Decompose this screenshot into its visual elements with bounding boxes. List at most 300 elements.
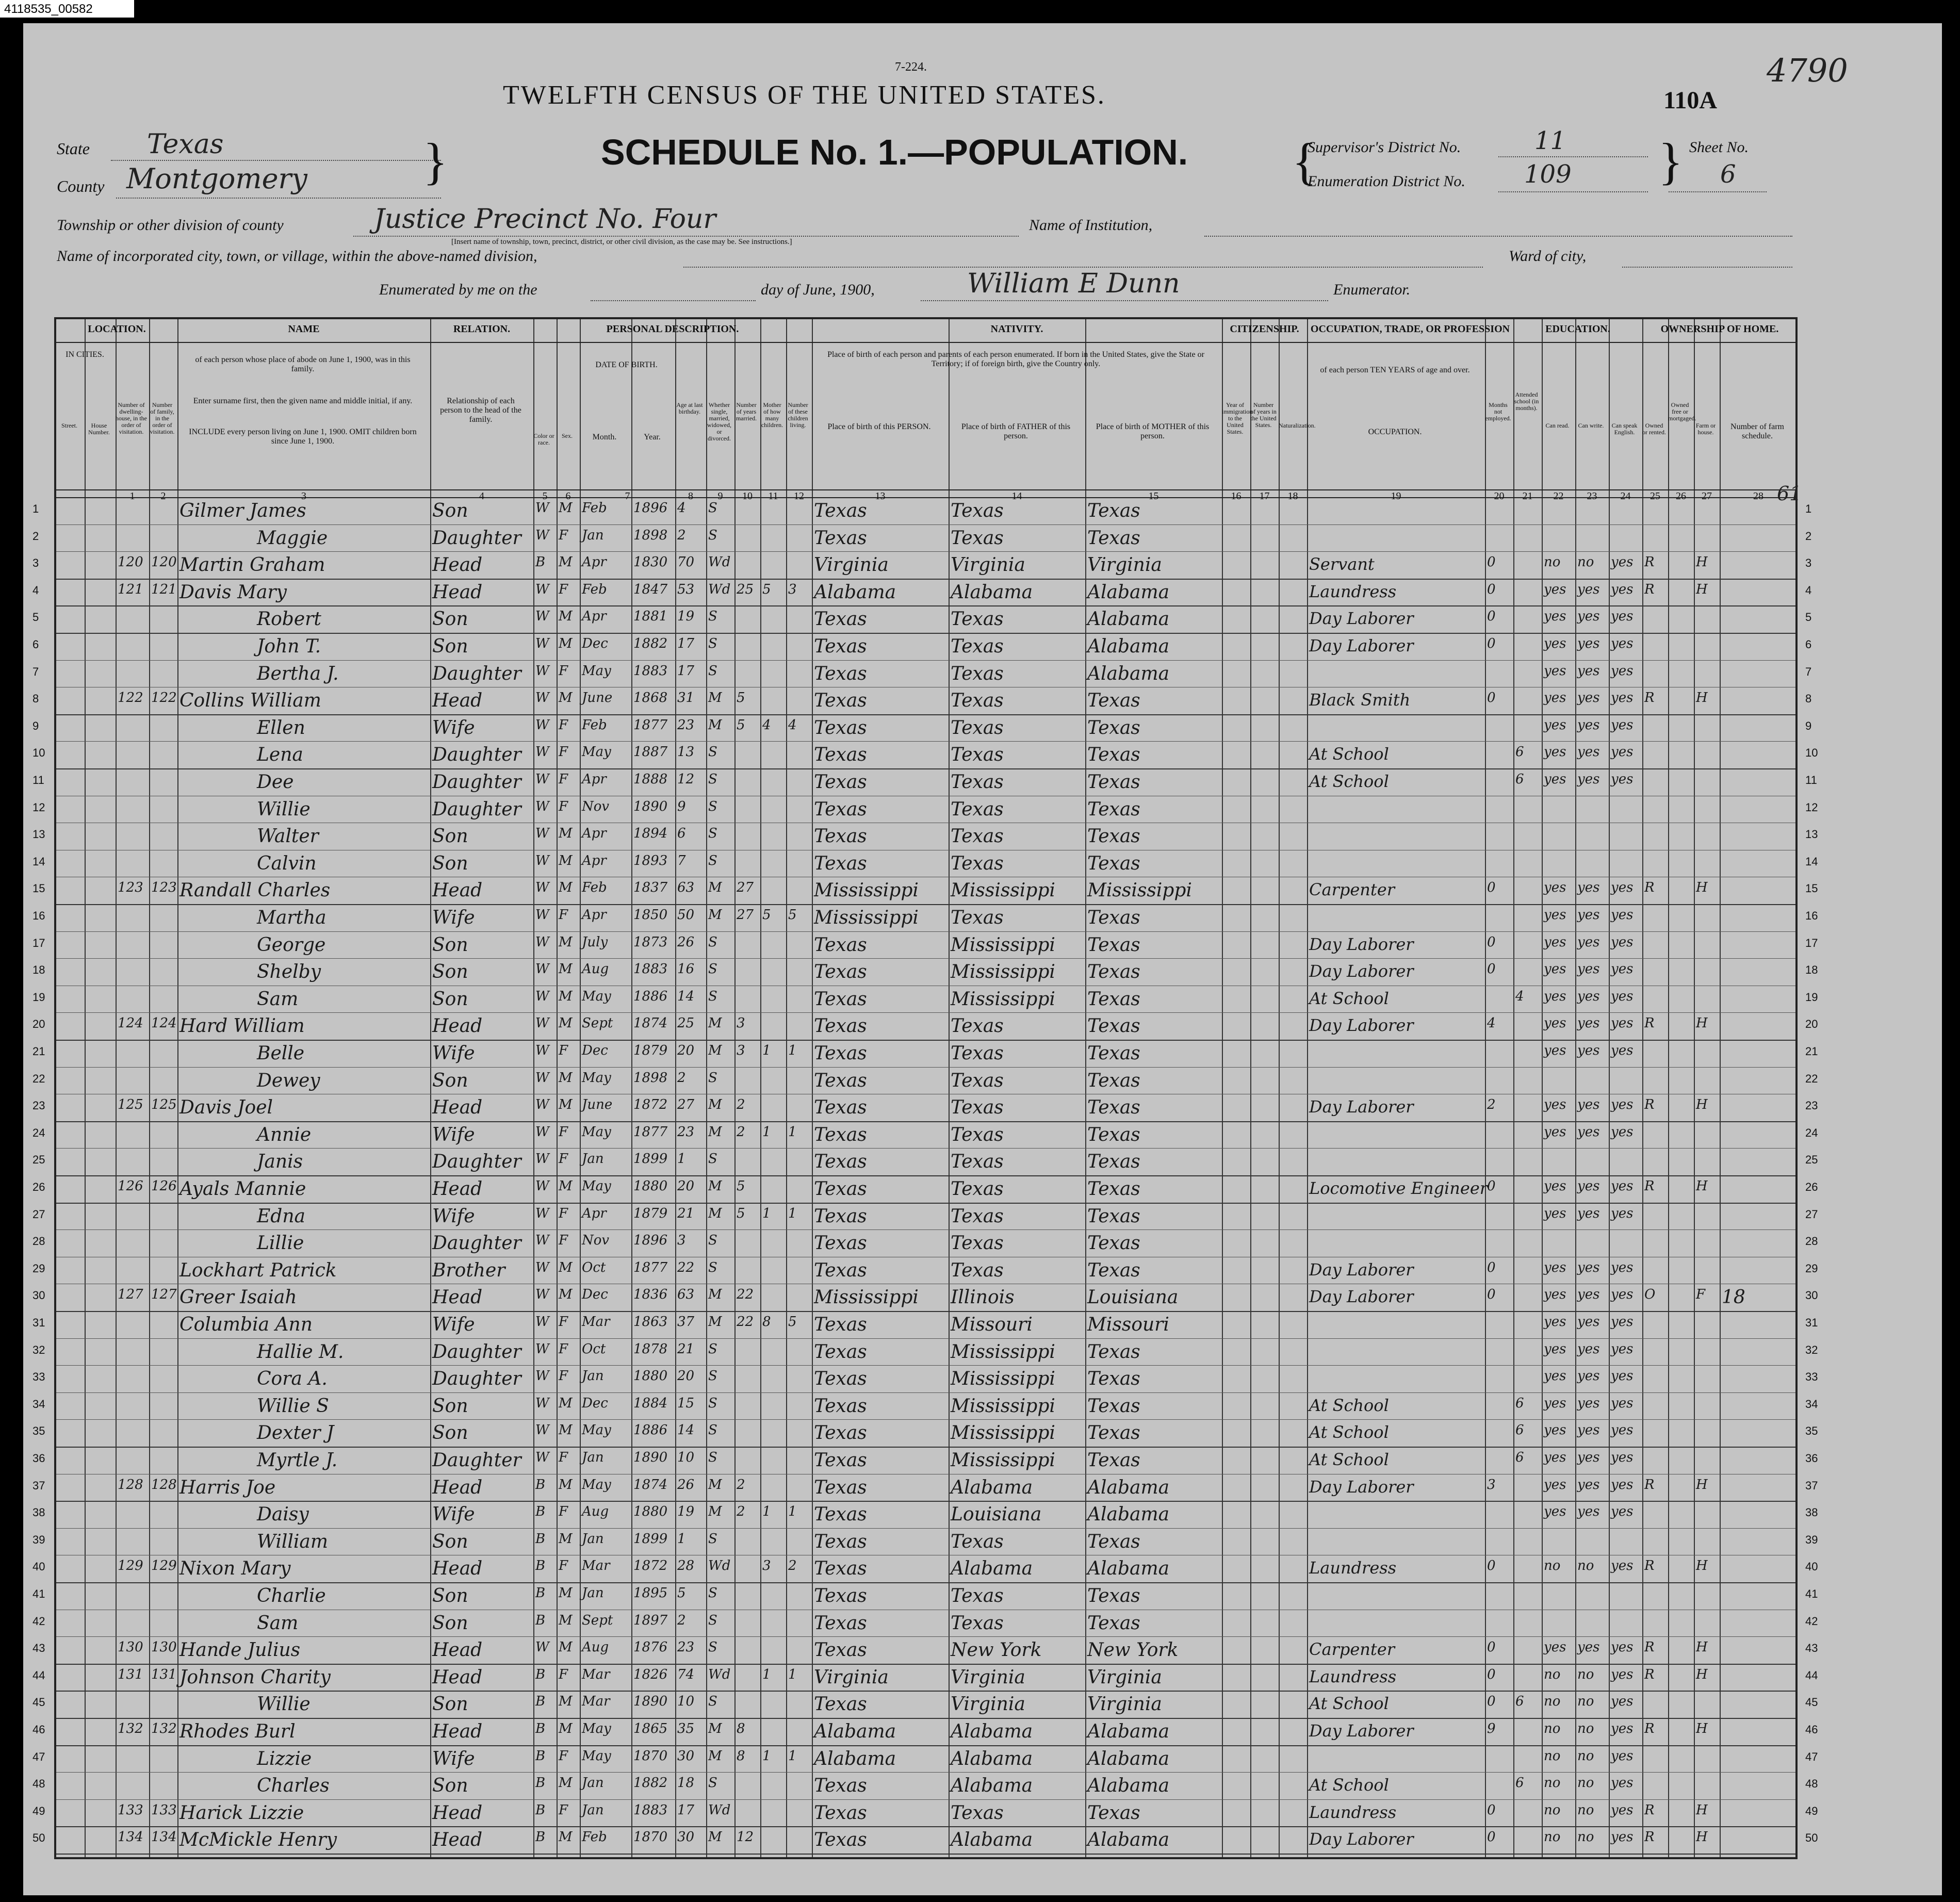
cell-bp: Alabama xyxy=(814,1721,896,1742)
cell-bp: Texas xyxy=(814,1802,867,1824)
column-number: 4 xyxy=(479,490,484,502)
cell-name: Harick Lizzie xyxy=(179,1802,304,1824)
cell-rd: no xyxy=(1544,1748,1561,1764)
cell-farm: H xyxy=(1696,1802,1708,1818)
cell-rel: Wife xyxy=(432,1314,475,1335)
cell-occ: Day Laborer xyxy=(1309,1097,1414,1117)
population-table xyxy=(54,317,1798,1859)
cell-occ: Day Laborer xyxy=(1309,636,1414,655)
row-number-left: 49 xyxy=(32,1804,45,1817)
cell-yr: 1896 xyxy=(633,1233,668,1249)
row-number-right: 23 xyxy=(1805,1099,1818,1112)
cell-en: yes xyxy=(1611,1341,1634,1357)
cell-en: yes xyxy=(1611,1124,1634,1140)
cell-wr: yes xyxy=(1577,636,1600,651)
row-number-left: 46 xyxy=(32,1723,45,1736)
cell-occ: Day Laborer xyxy=(1309,934,1414,954)
cell-rel: Son xyxy=(432,1612,468,1634)
cell-sch: 6 xyxy=(1515,1450,1524,1465)
cell-bp: Mississippi xyxy=(814,907,919,928)
cell-color: W xyxy=(535,1368,549,1384)
table-row xyxy=(56,1528,1795,1555)
cell-rd: yes xyxy=(1544,636,1566,651)
cell-color: W xyxy=(535,1233,549,1249)
section-label: OWNERSHIP OF HOME. xyxy=(1660,323,1779,335)
cell-occ: Day Laborer xyxy=(1309,961,1414,981)
cell-bm: Texas xyxy=(1087,961,1140,983)
cell-bf: Mississippi xyxy=(951,1368,1055,1390)
row-number-right: 29 xyxy=(1805,1261,1818,1275)
row-number-right: 43 xyxy=(1805,1642,1818,1655)
cell-occ: At School xyxy=(1309,1422,1389,1442)
cell-sex: F xyxy=(559,798,568,814)
cell-mon: Jan xyxy=(582,1775,604,1791)
cell-bp: Texas xyxy=(814,1205,867,1227)
column-number: 24 xyxy=(1620,490,1631,502)
table-row xyxy=(56,1148,1795,1175)
column-header-dwelling: Number of dwelling-house, in the order of visitation. xyxy=(116,401,147,435)
cell-sex: F xyxy=(559,1802,568,1818)
cell-name: Sam xyxy=(257,988,299,1010)
cell-own: R xyxy=(1644,1802,1655,1818)
cell-yr: 1882 xyxy=(633,1775,668,1791)
cell-ms: S xyxy=(708,961,717,977)
cell-bp: Texas xyxy=(814,1612,867,1634)
table-row xyxy=(56,497,1795,524)
cell-wr: yes xyxy=(1577,961,1600,977)
cell-ym: 8 xyxy=(737,1748,745,1764)
cell-age: 19 xyxy=(677,609,695,625)
cell-sex: M xyxy=(559,636,573,651)
cell-mon: Mar xyxy=(582,1558,610,1574)
column-header-color: Color or race. xyxy=(533,432,554,446)
row-number-right: 12 xyxy=(1805,800,1818,814)
cell-age: 17 xyxy=(677,636,695,651)
cell-color: W xyxy=(535,744,549,760)
cell-bp: Texas xyxy=(814,1395,867,1417)
cell-fam: 122 xyxy=(151,690,177,706)
table-row xyxy=(56,1040,1795,1067)
cell-bm: Texas xyxy=(1087,1531,1140,1552)
column-header-birth-person: Place of birth of this PERSON. xyxy=(827,422,931,431)
cell-sex: F xyxy=(559,1558,568,1574)
cell-une: 0 xyxy=(1487,690,1496,706)
cell-ms: S xyxy=(708,1395,717,1411)
cell-mon: Apr xyxy=(582,609,607,625)
cell-age: 63 xyxy=(677,880,695,896)
cell-wr: yes xyxy=(1577,1504,1600,1520)
cell-ms: M xyxy=(708,717,722,733)
cell-mo: 5 xyxy=(762,581,771,597)
table-row xyxy=(56,958,1795,986)
table-row xyxy=(56,741,1795,768)
cell-cl: 4 xyxy=(788,717,797,733)
cell-mo: 8 xyxy=(762,1314,771,1330)
cell-name: Cora A. xyxy=(257,1368,328,1390)
cell-wr: no xyxy=(1577,1802,1594,1818)
cell-rd: yes xyxy=(1544,690,1566,706)
row-number-left: 1 xyxy=(32,502,39,515)
cell-mon: Feb xyxy=(582,880,607,896)
column-number: 7 xyxy=(625,490,630,502)
cell-bm: Texas xyxy=(1087,988,1140,1010)
cell-rel: Daughter xyxy=(432,1341,521,1363)
cell-rd: yes xyxy=(1544,1205,1566,1221)
cell-mon: Mar xyxy=(582,1314,610,1330)
cell-farm: H xyxy=(1696,1829,1708,1845)
cell-bm: Texas xyxy=(1087,1178,1140,1200)
row-number-left: 39 xyxy=(32,1533,45,1546)
cell-bm: Texas xyxy=(1087,1151,1140,1173)
table-row xyxy=(56,1799,1795,1827)
cell-rd: yes xyxy=(1544,907,1566,923)
row-number-left: 9 xyxy=(32,719,39,732)
cell-bm: New York xyxy=(1087,1639,1179,1661)
cell-ym: 25 xyxy=(737,581,754,597)
row-number-left: 13 xyxy=(32,828,45,841)
cell-ms: M xyxy=(708,907,722,923)
cell-wr: yes xyxy=(1577,1450,1600,1465)
cell-name: Willie xyxy=(257,798,311,820)
cell-sex: F xyxy=(559,907,568,923)
cell-color: B xyxy=(535,1775,546,1791)
cell-fam: 129 xyxy=(151,1558,177,1574)
column-header-in-cities: IN CITIES. xyxy=(66,350,104,359)
cell-bp: Texas xyxy=(814,1151,867,1173)
cell-name: Dewey xyxy=(257,1070,320,1091)
cell-mon: Jan xyxy=(582,1368,604,1384)
cell-ms: S xyxy=(708,1531,717,1547)
table-row xyxy=(56,1474,1795,1501)
column-number: 10 xyxy=(742,490,753,502)
column-number: 28 xyxy=(1753,490,1763,502)
cell-sched: 18 xyxy=(1722,1287,1745,1308)
cell-own: R xyxy=(1644,1097,1655,1113)
cell-fam: 134 xyxy=(151,1829,177,1845)
cell-bm: Texas xyxy=(1087,1422,1140,1444)
cell-yr: 1893 xyxy=(633,852,668,868)
cell-name: Edna xyxy=(257,1205,305,1227)
cell-bp: Texas xyxy=(814,988,867,1010)
cell-ms: S xyxy=(708,663,717,679)
cell-ym: 5 xyxy=(737,690,745,706)
cell-en: yes xyxy=(1611,1205,1634,1221)
cell-age: 16 xyxy=(677,961,695,977)
cell-dw: 134 xyxy=(118,1829,143,1845)
cell-bf: New York xyxy=(951,1639,1042,1661)
cell-dw: 123 xyxy=(118,880,143,896)
row-number-right: 27 xyxy=(1805,1207,1818,1221)
section-divider xyxy=(56,342,1795,343)
column-header-attended-school: Attended school (in months). xyxy=(1514,391,1539,412)
cell-color: W xyxy=(535,852,549,868)
cell-en: yes xyxy=(1611,717,1634,733)
cell-ms: S xyxy=(708,798,717,814)
cell-bf: Texas xyxy=(951,1015,1004,1037)
table-row xyxy=(56,877,1795,904)
cell-sch: 6 xyxy=(1515,772,1524,787)
cell-sex: M xyxy=(559,1070,573,1086)
cell-une: 0 xyxy=(1487,1694,1496,1710)
cell-yr: 1863 xyxy=(633,1314,668,1330)
cell-wr: yes xyxy=(1577,1395,1600,1411)
cell-dw: 128 xyxy=(118,1477,143,1493)
cell-age: 26 xyxy=(677,1477,695,1493)
cell-wr: yes xyxy=(1577,1259,1600,1275)
cell-yr: 1874 xyxy=(633,1477,668,1493)
cell-color: B xyxy=(535,1504,546,1520)
cell-mon: Feb xyxy=(582,500,607,516)
row-number-left: 25 xyxy=(32,1153,45,1167)
cell-wr: yes xyxy=(1577,1368,1600,1384)
row-number-left: 3 xyxy=(32,556,39,570)
cell-farm: F xyxy=(1696,1287,1706,1303)
cell-rel: Head xyxy=(432,690,483,712)
cell-bf: Mississippi xyxy=(951,1422,1055,1444)
cell-mon: Aug xyxy=(582,1504,609,1520)
row-number-right: 21 xyxy=(1805,1045,1818,1058)
cell-mo: 1 xyxy=(762,1748,771,1764)
cell-yr: 1890 xyxy=(633,798,668,814)
cell-bm: Virginia xyxy=(1087,1694,1162,1715)
cell-en: yes xyxy=(1611,690,1634,706)
row-number-right: 20 xyxy=(1805,1018,1818,1031)
cell-ym: 22 xyxy=(737,1314,754,1330)
cell-own: R xyxy=(1644,554,1655,570)
cell-sex: F xyxy=(559,1205,568,1221)
cell-yr: 1888 xyxy=(633,772,668,787)
column-header-owned-rented: Owned or rented. xyxy=(1642,422,1666,436)
table-row xyxy=(56,1311,1795,1338)
cell-sex: M xyxy=(559,1178,573,1194)
row-number-left: 4 xyxy=(32,583,39,597)
column-header-marital: Whether single, married, widowed, or divorced. xyxy=(707,401,731,442)
column-number: 26 xyxy=(1676,490,1686,502)
cell-bp: Texas xyxy=(814,690,867,712)
cell-bm: Alabama xyxy=(1087,1504,1170,1526)
column-header-name-desc: of each person whose place of abode on June 1, 1900, was in this family. xyxy=(195,355,411,373)
cell-bf: Texas xyxy=(951,1612,1004,1634)
cell-en: yes xyxy=(1611,988,1634,1004)
cell-age: 23 xyxy=(677,1639,695,1655)
cell-rel: Head xyxy=(432,1178,483,1200)
row-number-right: 48 xyxy=(1805,1777,1818,1791)
cell-bf: Texas xyxy=(951,798,1004,820)
cell-color: W xyxy=(535,1341,549,1357)
column-header-year: Year. xyxy=(644,433,661,441)
cell-mon: Feb xyxy=(582,1829,607,1845)
cell-ms: S xyxy=(708,1775,717,1791)
cell-une: 0 xyxy=(1487,1666,1496,1682)
cell-rel: Daughter xyxy=(432,663,521,684)
cell-sex: F xyxy=(559,717,568,733)
row-number-right: 26 xyxy=(1805,1180,1818,1193)
cell-yr: 1876 xyxy=(633,1639,668,1655)
cell-name: Hande Julius xyxy=(179,1639,301,1661)
column-header-relation-desc: Relationship of each person to the head of the family. xyxy=(440,397,521,424)
cell-bf: Texas xyxy=(951,1259,1004,1281)
cell-bp: Texas xyxy=(814,636,867,657)
cell-yr: 1870 xyxy=(633,1829,668,1845)
cell-en: yes xyxy=(1611,1666,1634,1682)
cell-ms: S xyxy=(708,826,717,842)
cell-rel: Daughter xyxy=(432,798,521,820)
cell-en: yes xyxy=(1611,1450,1634,1465)
cell-une: 0 xyxy=(1487,636,1496,651)
cell-wr: yes xyxy=(1577,1341,1600,1357)
row-number-left: 37 xyxy=(32,1479,45,1492)
row-number-right: 9 xyxy=(1805,719,1812,732)
census-sheet xyxy=(23,23,1942,1895)
cell-yr: 1880 xyxy=(633,1504,668,1520)
cell-bp: Texas xyxy=(814,1259,867,1281)
cell-rel: Son xyxy=(432,1395,468,1417)
cell-rel: Son xyxy=(432,1070,468,1091)
cell-bf: Alabama xyxy=(951,1748,1033,1769)
cell-bm: Texas xyxy=(1087,1585,1140,1606)
cell-name: William xyxy=(257,1531,329,1552)
cell-sex: M xyxy=(559,1287,573,1303)
row-number-left: 7 xyxy=(32,665,39,678)
cell-mon: Aug xyxy=(582,1639,609,1655)
cell-bp: Texas xyxy=(814,852,867,874)
row-number-left: 32 xyxy=(32,1343,45,1356)
cell-bp: Texas xyxy=(814,527,867,549)
cell-ms: Wd xyxy=(708,581,731,597)
cell-dw: 121 xyxy=(118,581,143,597)
cell-mon: June xyxy=(582,690,613,706)
cell-age: 7 xyxy=(677,852,686,868)
cell-wr: yes xyxy=(1577,772,1600,787)
brace-left: { xyxy=(1292,133,1317,190)
cell-rel: Daughter xyxy=(432,772,521,793)
cell-en: yes xyxy=(1611,554,1634,570)
cell-sex: M xyxy=(559,961,573,977)
cell-color: W xyxy=(535,1259,549,1275)
cell-mon: Mar xyxy=(582,1666,610,1682)
cell-yr: 1890 xyxy=(633,1694,668,1710)
cell-color: W xyxy=(535,1015,549,1031)
cell-name: Johnson Charity xyxy=(179,1666,331,1688)
cell-bm: Alabama xyxy=(1087,581,1170,603)
table-row xyxy=(56,1772,1795,1799)
table-row xyxy=(56,823,1795,850)
cell-color: W xyxy=(535,1639,549,1655)
cell-mon: May xyxy=(582,663,611,679)
cell-rel: Son xyxy=(432,1775,468,1797)
cell-rd: yes xyxy=(1544,880,1566,896)
table-row xyxy=(56,1094,1795,1121)
cell-en: yes xyxy=(1611,1639,1634,1655)
cell-dw: 127 xyxy=(118,1287,143,1303)
cell-ms: M xyxy=(708,880,722,896)
cell-name: Greer Isaiah xyxy=(179,1287,297,1308)
cell-color: B xyxy=(535,1721,546,1736)
cell-sex: F xyxy=(559,1341,568,1357)
cell-age: 22 xyxy=(677,1259,695,1275)
cell-age: 9 xyxy=(677,798,686,814)
cell-own: O xyxy=(1644,1287,1656,1303)
row-number-right: 6 xyxy=(1805,638,1812,651)
cell-age: 30 xyxy=(677,1748,695,1764)
cell-occ: Day Laborer xyxy=(1309,1721,1414,1741)
row-number-right: 5 xyxy=(1805,611,1812,624)
cell-en: yes xyxy=(1611,1259,1634,1275)
cell-ms: Wd xyxy=(708,1558,731,1574)
cell-bf: Mississippi xyxy=(951,880,1055,901)
cell-color: B xyxy=(535,1666,546,1682)
cell-ms: Wd xyxy=(708,554,731,570)
cell-une: 9 xyxy=(1487,1721,1496,1736)
row-number-left: 40 xyxy=(32,1560,45,1573)
cell-wr: yes xyxy=(1577,880,1600,896)
cell-une: 0 xyxy=(1487,554,1496,570)
cell-bm: Texas xyxy=(1087,1612,1140,1634)
cell-sex: M xyxy=(559,852,573,868)
row-number-right: 34 xyxy=(1805,1397,1818,1411)
cell-fam: 127 xyxy=(151,1287,177,1303)
cell-bm: Virginia xyxy=(1087,554,1162,576)
row-number-right: 14 xyxy=(1805,855,1818,868)
cell-rd: yes xyxy=(1544,934,1566,950)
cell-age: 10 xyxy=(677,1450,695,1465)
cell-occ: Laundress xyxy=(1309,581,1397,601)
cell-rd: no xyxy=(1544,1802,1561,1818)
cell-bf: Alabama xyxy=(951,581,1033,603)
cell-farm: H xyxy=(1696,1721,1708,1736)
cell-yr: 1887 xyxy=(633,744,668,760)
cell-name: Lockhart Patrick xyxy=(179,1259,337,1281)
enumerator-value: William E Dunn xyxy=(967,268,1180,299)
table-row xyxy=(56,1555,1795,1582)
table-row xyxy=(56,1203,1795,1230)
cell-rel: Wife xyxy=(432,1124,475,1145)
cell-color: W xyxy=(535,1178,549,1194)
cell-cl: 1 xyxy=(788,1748,797,1764)
cell-bp: Texas xyxy=(814,1043,867,1064)
cell-bp: Texas xyxy=(814,1558,867,1580)
table-row xyxy=(56,986,1795,1013)
cell-wr: yes xyxy=(1577,1639,1600,1655)
cell-own: R xyxy=(1644,1639,1655,1655)
cell-occ: Day Laborer xyxy=(1309,609,1414,629)
cell-own: R xyxy=(1644,1477,1655,1493)
row-number-left: 28 xyxy=(32,1235,45,1248)
table-row xyxy=(56,1664,1795,1691)
cell-yr: 1880 xyxy=(633,1178,668,1194)
cell-fam: 125 xyxy=(151,1097,177,1113)
cell-fam: 123 xyxy=(151,880,177,896)
cell-name: Hard William xyxy=(179,1015,305,1037)
cell-ms: Wd xyxy=(708,1666,731,1682)
cell-rel: Head xyxy=(432,1097,483,1119)
cell-rel: Head xyxy=(432,581,483,603)
row-number-right: 19 xyxy=(1805,990,1818,1004)
cell-color: B xyxy=(535,1802,546,1818)
cell-age: 19 xyxy=(677,1504,695,1520)
cell-yr: 1830 xyxy=(633,554,668,570)
cell-wr: yes xyxy=(1577,1205,1600,1221)
cell-bf: Alabama xyxy=(951,1775,1033,1797)
row-number-right: 13 xyxy=(1805,828,1818,841)
cell-occ: Day Laborer xyxy=(1309,1259,1414,1280)
cell-en: yes xyxy=(1611,1477,1634,1493)
row-number-left: 44 xyxy=(32,1668,45,1682)
enumerated-label: Enumerated by me on the xyxy=(379,281,537,298)
cell-occ: At School xyxy=(1309,988,1389,1008)
section-label: LOCATION. xyxy=(88,323,146,335)
cell-yr: 1883 xyxy=(633,663,668,679)
